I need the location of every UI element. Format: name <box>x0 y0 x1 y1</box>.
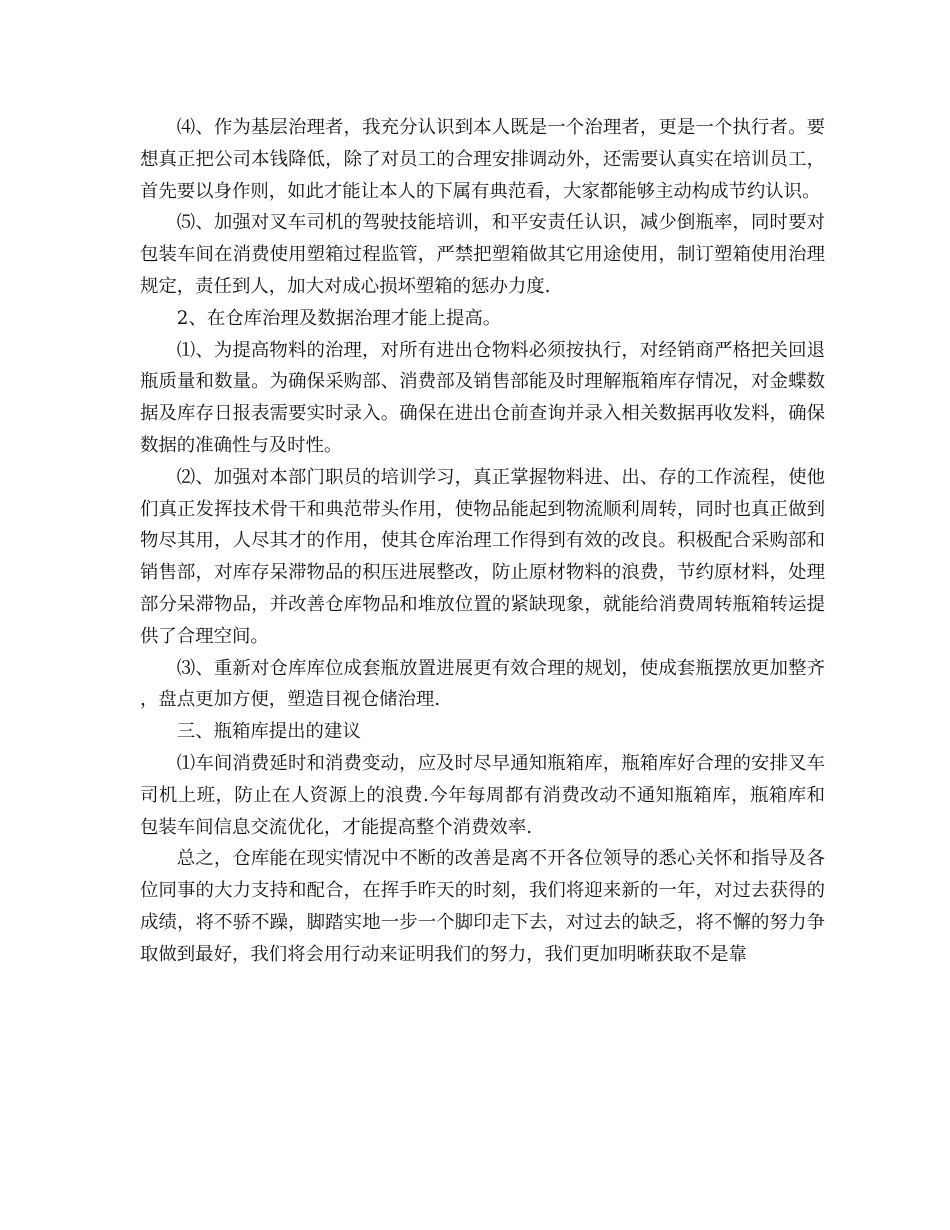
paragraph-6: ⑴车间消费延时和消费变动，应及时尽早通知瓶箱库，瓶箱库好合理的安排叉车司机上班，防止在人资源上的浪费.今年每周都有消费改动不通知瓶箱库，瓶箱库和包装车间信息交流优化，才能提高整个消费效率. <box>140 752 825 838</box>
paragraph-4: ⑵、加强对本部门职员的培训学习，真正掌握物料进、出、存的工作流程，使他们真正发挥技术骨干和典范带头作用，使物品能起到物流顺利周转，同时也真正做到物尽其用，人尽其才的作用，使其仓库治理工作得到有效的改良。积极配合采购部和销售部，对库存呆滞物品的积压进展整改，防止原材物料的浪费，节约原材料，处理部分呆滞物品，并改善仓库物品和堆放位置的紧缺现象，就能给消费周转瓶箱转运提供了合理空间。 <box>140 466 825 647</box>
paragraph-1: ⑷、作为基层治理者，我充分认识到本人既是一个治理者，更是一个执行者。要想真正把公司本钱降低，除了对员工的合理安排调动外，还需要认真实在培训员工，首先要以身作则，如此才能让本人的下属有典范看，大家都能够主动构成节约认识。 <box>140 117 825 202</box>
paragraph-2: ⑸、加强对叉车司机的驾驶技能培训，和平安责任认识，减少倒瓶率，同时要对包装车间在消费使用塑箱过程监管，严禁把塑箱做其它用途使用，制订塑箱使用治理规定，责任到人，加大对成心损坏塑箱的惩办力度. <box>140 212 825 297</box>
paragraph-7: 总之，仓库能在现实情况中不断的改善是离不开各位领导的悉心关怀和指导及各位同事的大力支持和配合，在挥手昨天的时刻，我们将迎来新的一年，对过去获得的成绩，将不骄不躁，脚踏实地一步一个脚印走下去，对过去的缺乏，将不懈的努力争取做到最好，我们将会用行动来证明我们的努力，我们更加明晰获取不是靠 <box>140 848 825 965</box>
paragraph-3: ⑴、为提高物料的治理，对所有进出仓物料必须按执行，对经销商严格把关回退瓶质量和数量。为确保采购部、消费部及销售部能及时理解瓶箱库存情况，对金蝶数据及库存日报表需要实时录入。确保在进出仓前查询并录入相关数据再收发料，确保数据的准确性与及时性。 <box>140 339 825 456</box>
section-heading-3: 三、瓶箱库提出的建议 <box>176 721 361 743</box>
paragraph-5: ⑶、重新对仓库库位成套瓶放置进展更有效合理的规划，使成套瓶摆放更加整齐，盘点更加方便，塑造目视仓储治理. <box>140 657 825 711</box>
section-heading-2: 2、在仓库治理及数据治理才能上提高。 <box>176 307 502 329</box>
document-page <box>140 112 825 971</box>
